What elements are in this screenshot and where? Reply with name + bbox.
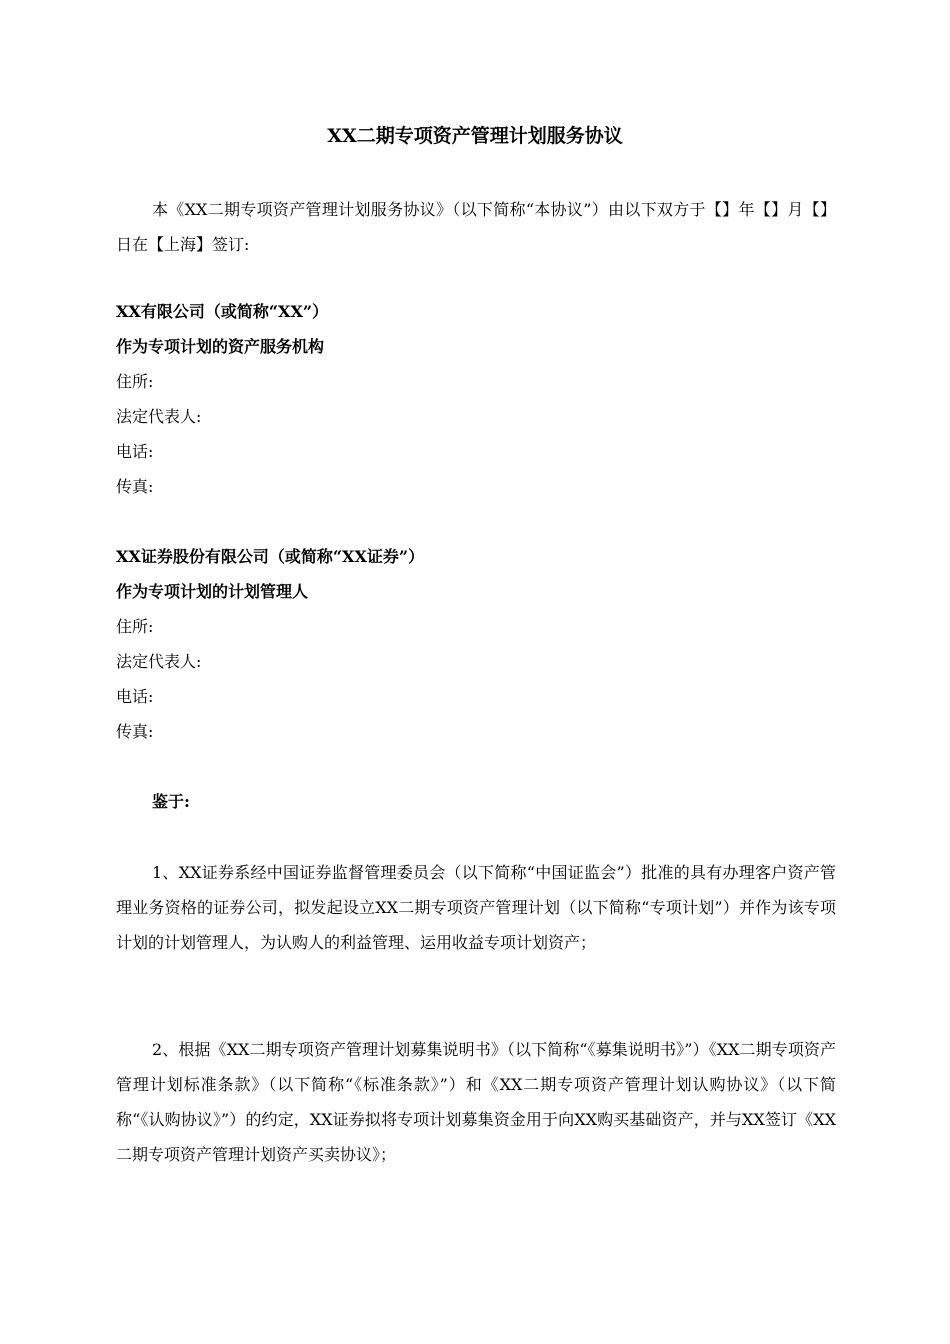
party-a-address-label: 住所: [116, 372, 154, 391]
party-b-name: XX证券股份有限公司（或简称“XX证券”） [116, 547, 425, 566]
party-b-fax-label: 传真: [116, 722, 154, 741]
party-b-role: 作为专项计划的计划管理人 [116, 582, 309, 601]
party-a-legal-rep-label: 法定代表人: [116, 407, 202, 426]
party-b-address-label: 住所: [116, 617, 154, 636]
document-title: XX二期专项资产管理计划服务协议 [327, 125, 623, 147]
party-b-phone-label: 电话: [116, 687, 154, 706]
intro-paragraph: 本《XX二期专项资产管理计划服务协议》（以下简称“本协议”）由以下双方于【】年【】月【】日在【上海】签订: [116, 200, 836, 254]
whereas-heading: 鉴于: [152, 792, 190, 811]
party-a-role: 作为专项计划的资产服务机构 [116, 337, 325, 356]
party-a-phone-label: 电话: [116, 442, 154, 461]
clause-2: 2、根据《XX二期专项资产管理计划募集说明书》（以下简称“《募集说明书》”）《XX二期专项资产管理计划标准条款》（以下简称“《标准条款》”）和《XX二期专项资产管理计划认购协议》（以下简称“《认购协议》”）的约定，XX证券拟将专项计划募集资金用于向XX购买基础资产，并与XX签订《XX二期专项资产管理计划资产买卖协议》； [116, 1040, 836, 1164]
party-b-legal-rep-label: 法定代表人: [116, 652, 202, 671]
party-a-name: XX有限公司（或简称“XX”） [116, 302, 329, 321]
clause-1: 1、XX证券系经中国证券监督管理委员会（以下简称“中国证监会”）批准的具有办理客户资产管理业务资格的证券公司，拟发起设立XX二期专项资产管理计划（以下简称“专项计划”）并作为该专项计划的计划管理人，为认购人的利益管理、运用收益专项计划资产； [116, 863, 836, 952]
party-a-fax-label: 传真: [116, 477, 154, 496]
